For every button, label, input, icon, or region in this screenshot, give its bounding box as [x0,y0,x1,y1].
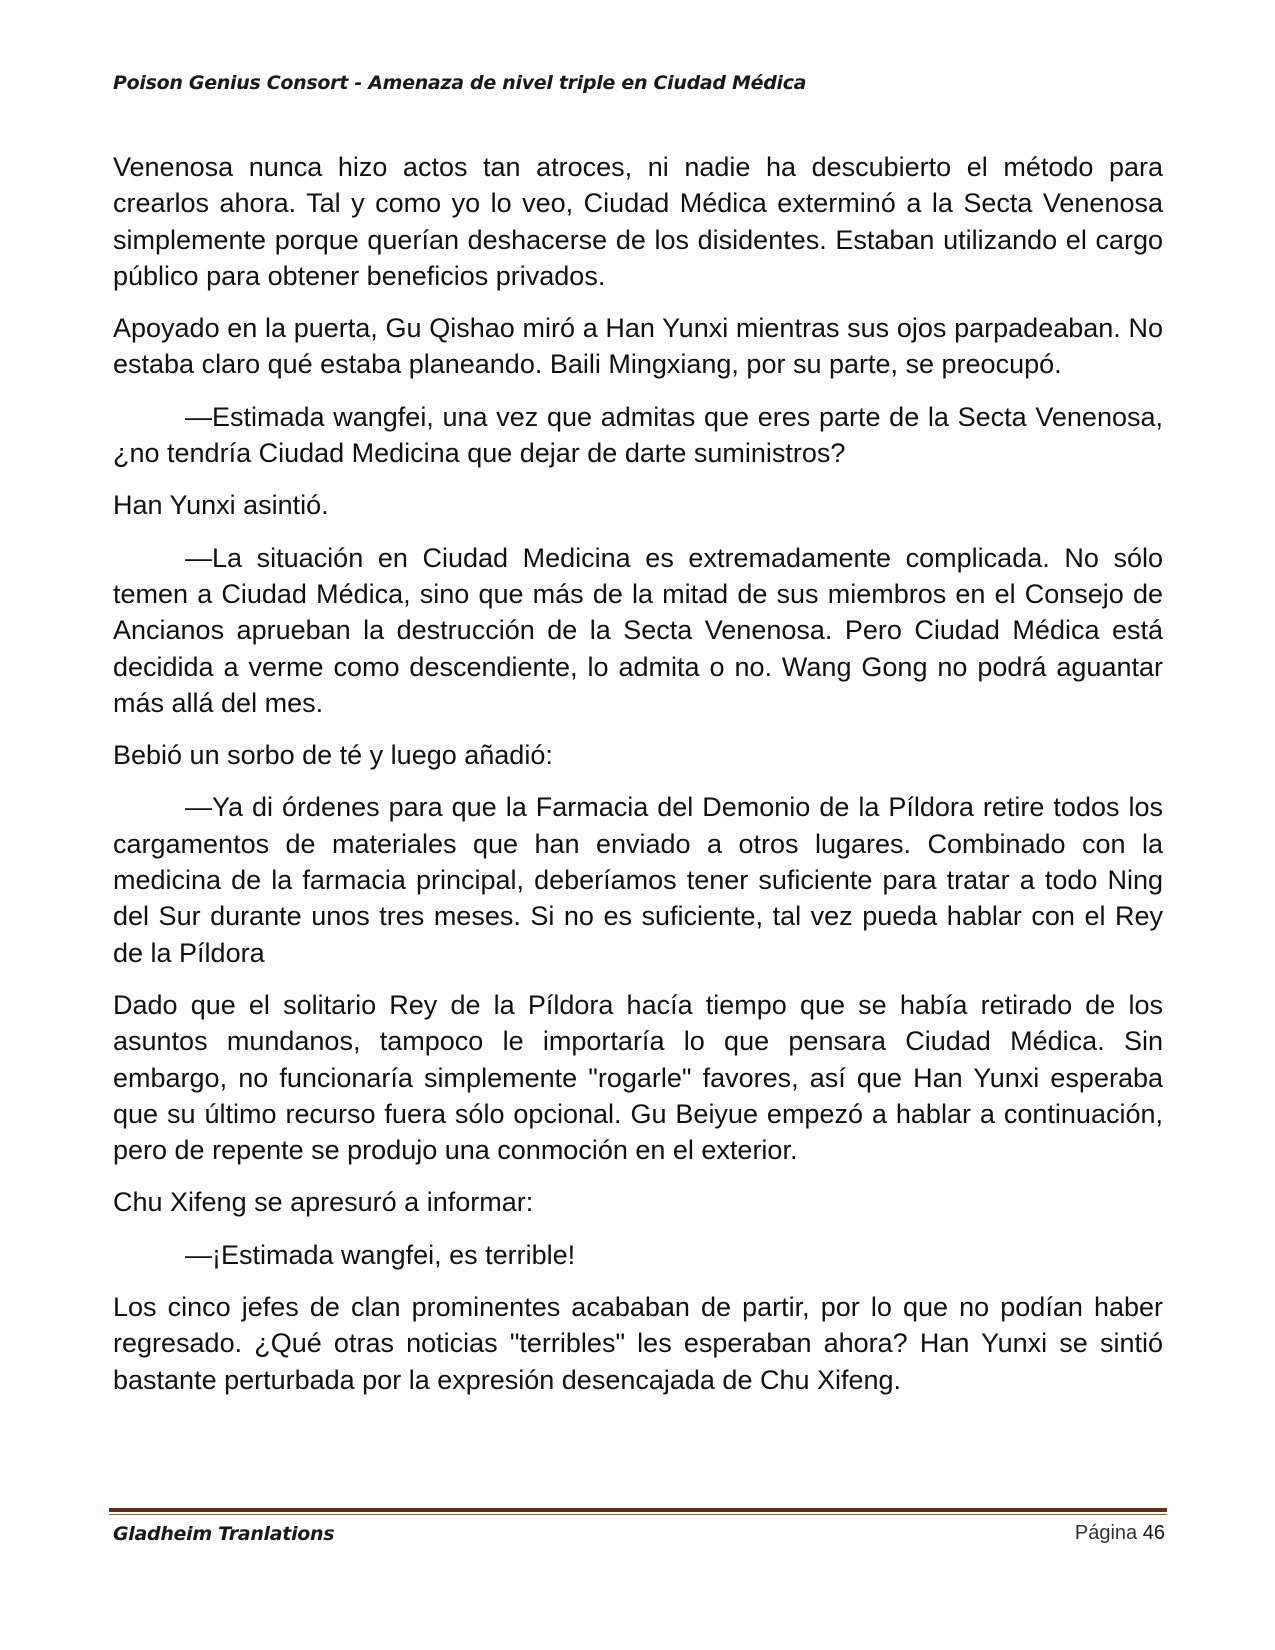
paragraph: Dado que el solitario Rey de la Píldora hacía tiempo que se había retirado de los asuntos mundanos, tampoco le importaría lo que pensara Ciudad Médica. Sin embargo, no funcionaría simplemente "rogarle" favores, así que Han Yunxi esperaba que su último recurso fuera sólo opcional. Gu Beiyue empezó a hablar a continuación, pero de repente se produjo una conmoción en el exterior. [113,989,1163,1166]
paragraph: Chu Xifeng se apresuró a informar: [113,1187,534,1218]
paragraph: Han Yunxi asintió. [113,490,329,521]
paragraph: Los cinco jefes de clan prominentes acababan de partir, por lo que no podían haber regresado. ¿Qué otras noticias "terribles" les esperaban ahora? Han Yunxi se sintió bastante perturbada por la expresión desencajada de Chu Xifeng. [113,1292,1163,1395]
footer-publisher: Gladheim Tranlations [113,1523,335,1545]
footer-page-indicator [1075,1522,1165,1545]
dialogue-paragraph: —¡Estimada wangfei, es terrible! [185,1239,576,1270]
dialogue-paragraph: —La situación en Ciudad Medicina es extremadamente complicada. No sólo temen a Ciudad Médica, sino que más de la mitad de sus miembros en el Consejo de Ancianos aprueban la destrucción de la Secta Venenosa. Pero Ciudad Médica está decidida a verme como descendiente, lo admita o no. Wang Gong no podrá aguantar más allá del mes. [113,542,1163,718]
paragraph: Venenosa nunca hizo actos tan atroces, ni nadie ha descubierto el método para crearlos ahora. Tal y como yo lo veo, Ciudad Médica exterminó a la Secta Venenosa simplemente porque querían deshacerse de los disidentes. Estaban utilizando el cargo público para obtener beneficios privados. [113,152,1163,291]
page-number: 46 [1142,1522,1165,1544]
footer-divider-thin [109,1514,1167,1515]
page-label: Página [1074,1522,1138,1544]
dialogue-paragraph: —Estimada wangfei, una vez que admitas que eres parte de la Secta Venenosa, ¿no tendría Ciudad Medicina que dejar de darte suministros? [113,401,1163,469]
paragraph: Apoyado en la puerta, Gu Qishao miró a Han Yunxi mientras sus ojos parpadeaban. No estaba claro qué estaba planeando. Baili Mingxiang, por su parte, se preocupó. [113,313,1163,380]
footer-divider [109,1508,1167,1512]
page-header-title: Poison Genius Consort - Amenaza de nivel triple en Ciudad Médica [113,72,807,94]
dialogue-paragraph: —Ya di órdenes para que la Farmacia del Demonio de la Píldora retire todos los cargamentos de materiales que han enviado a otros lugares. Combinado con la medicina de la farmacia principal, deberíamos tener suficiente para tratar a todo Ning del Sur durante unos tres meses. Si no es suficiente, tal vez pueda hablar con el Rey de la Píldora [113,792,1163,968]
paragraph: Bebió un sorbo de té y luego añadió: [113,740,553,771]
document-body [113,149,1163,1414]
